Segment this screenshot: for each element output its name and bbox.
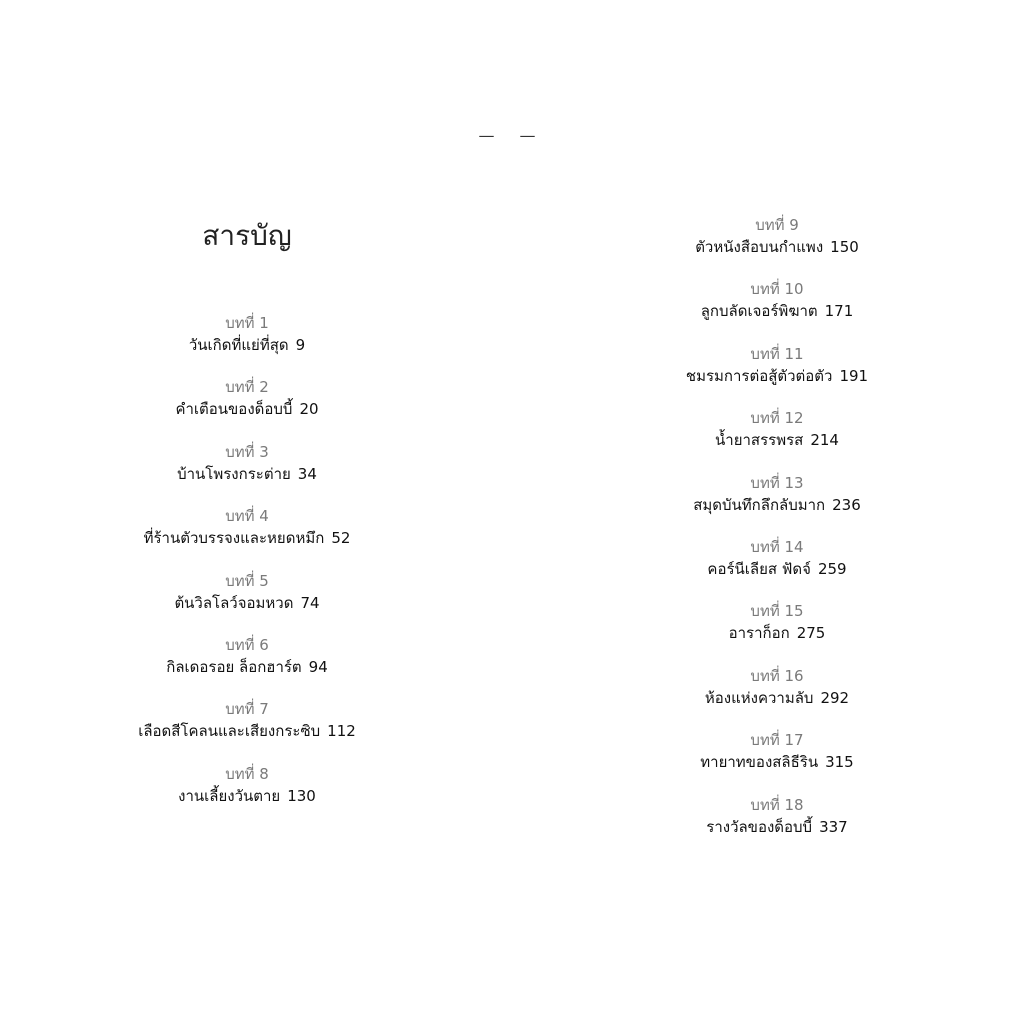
- chapter-title: ชมรมการต่อสู้ตัวต่อตัว: [685, 366, 833, 385]
- chapter-line: [110, 656, 384, 679]
- page-title: สารบัญ: [202, 219, 292, 252]
- toc-entry[interactable]: [110, 377, 384, 441]
- chapter-line: [640, 751, 914, 774]
- toc-entry[interactable]: [640, 408, 914, 472]
- chapter-number: บทที่ 10: [750, 280, 804, 299]
- toc-entry[interactable]: [110, 506, 384, 570]
- chapter-number: บทที่ 14: [750, 537, 804, 556]
- chapter-page: 171: [824, 302, 854, 321]
- chapter-page: 130: [287, 786, 316, 805]
- chapter-page: 236: [832, 495, 861, 514]
- toc-entry[interactable]: [640, 537, 914, 601]
- chapter-line: [640, 300, 914, 323]
- toc-entry[interactable]: [640, 473, 914, 537]
- chapter-page: 275: [796, 624, 826, 643]
- chapter-title: คอร์นีเลียส ฟัดจ์: [707, 559, 811, 578]
- chapter-number: บทที่ 1: [225, 314, 269, 332]
- toc-entry[interactable]: [640, 279, 914, 343]
- chapter-number: บทที่ 2: [225, 378, 269, 397]
- chapter-title: รางวัลของด็อบบี้: [706, 817, 813, 836]
- toc-entry[interactable]: [640, 666, 914, 730]
- chapter-line: [110, 463, 384, 486]
- chapter-page: 112: [327, 722, 356, 741]
- chapter-page: 150: [830, 238, 859, 256]
- chapter-title: สมุดบันทึกลึกลับมาก: [693, 495, 826, 514]
- toc-entry[interactable]: [110, 571, 384, 635]
- toc-entry[interactable]: [640, 795, 914, 859]
- toc-entry[interactable]: [640, 344, 914, 408]
- chapter-line: [110, 592, 384, 615]
- chapter-line: [640, 622, 914, 645]
- toc-entry[interactable]: [110, 635, 384, 699]
- top-dash-mark: — —: [478, 126, 546, 145]
- chapter-title: ต้นวิลโลว์จอมหวด: [174, 593, 294, 612]
- chapter-page: 214: [810, 431, 839, 450]
- chapter-page: 20: [299, 400, 319, 419]
- toc-entry[interactable]: [640, 730, 914, 794]
- chapter-title: อาราก็อก: [728, 624, 790, 643]
- chapter-number: บทที่ 5: [225, 571, 269, 590]
- chapter-number: บทที่ 15: [750, 602, 804, 621]
- chapter-line: [640, 429, 914, 452]
- chapter-line: [110, 527, 384, 550]
- chapter-line: [110, 334, 384, 357]
- chapter-page: 259: [817, 559, 847, 578]
- chapter-number: บทที่ 8: [225, 764, 269, 783]
- chapter-title: คำเตือนของด็อบบี้: [175, 400, 293, 419]
- chapter-number: บทที่ 6: [225, 635, 269, 654]
- chapter-line: [110, 398, 384, 421]
- toc-entry[interactable]: [640, 601, 914, 665]
- chapter-number: บทที่ 12: [750, 409, 804, 428]
- chapter-line: [110, 785, 384, 808]
- chapter-number: บทที่ 16: [750, 666, 804, 685]
- chapter-number: บทที่ 11: [750, 344, 804, 363]
- toc-column-left: [110, 313, 384, 828]
- toc-entry[interactable]: [110, 313, 384, 377]
- toc-entry[interactable]: [110, 764, 384, 828]
- chapter-number: บทที่ 17: [750, 731, 804, 750]
- chapter-number: บทที่ 13: [750, 473, 804, 492]
- chapter-page: 292: [820, 688, 850, 707]
- chapter-title: บ้านโพรงกระต่าย: [177, 464, 291, 483]
- chapter-page: 191: [839, 366, 869, 385]
- chapter-title: ตัวหนังสือบนกำแพง: [695, 238, 824, 256]
- chapter-page: 52: [331, 529, 351, 548]
- chapter-title: ห้องแห่งความลับ: [704, 688, 814, 707]
- chapter-line: [640, 816, 914, 839]
- chapter-number: บทที่ 3: [225, 442, 269, 461]
- chapter-page: 94: [308, 657, 328, 676]
- chapter-title: น้ำยาสรรพรส: [715, 431, 804, 450]
- chapter-line: [110, 720, 384, 743]
- chapter-number: บทที่ 18: [750, 795, 804, 814]
- toc-entry[interactable]: [110, 699, 384, 763]
- chapter-page: 74: [300, 593, 320, 612]
- chapter-title: วันเกิดที่แย่ที่สุด: [188, 336, 289, 354]
- chapter-number: บทที่ 9: [755, 216, 799, 234]
- chapter-title: ที่ร้านตัวบรรจงและหยดหมึก: [143, 529, 325, 548]
- toc-column-right: [640, 215, 914, 859]
- chapter-page: 9: [295, 336, 306, 354]
- toc-entry[interactable]: [640, 215, 914, 279]
- chapter-title: กิลเดอรอย ล็อกฮาร์ต: [166, 657, 302, 676]
- chapter-number: บทที่ 7: [225, 700, 269, 719]
- chapter-title: ลูกบลัดเจอร์พิฆาต: [700, 302, 818, 321]
- chapter-line: [640, 558, 914, 581]
- chapter-title: งานเลี้ยงวันตาย: [178, 786, 281, 805]
- chapter-line: [640, 236, 914, 259]
- chapter-line: [640, 494, 914, 517]
- chapter-page: 337: [819, 817, 848, 836]
- toc-entry[interactable]: [110, 442, 384, 506]
- chapter-line: [640, 365, 914, 388]
- chapter-line: [640, 687, 914, 710]
- chapter-page: 34: [297, 464, 317, 483]
- chapter-page: 315: [825, 753, 854, 772]
- chapter-title: เลือดสีโคลนและเสียงกระซิบ: [138, 722, 321, 741]
- chapter-number: บทที่ 4: [225, 507, 269, 526]
- chapter-title: ทายาทของสลิธีริน: [700, 753, 819, 772]
